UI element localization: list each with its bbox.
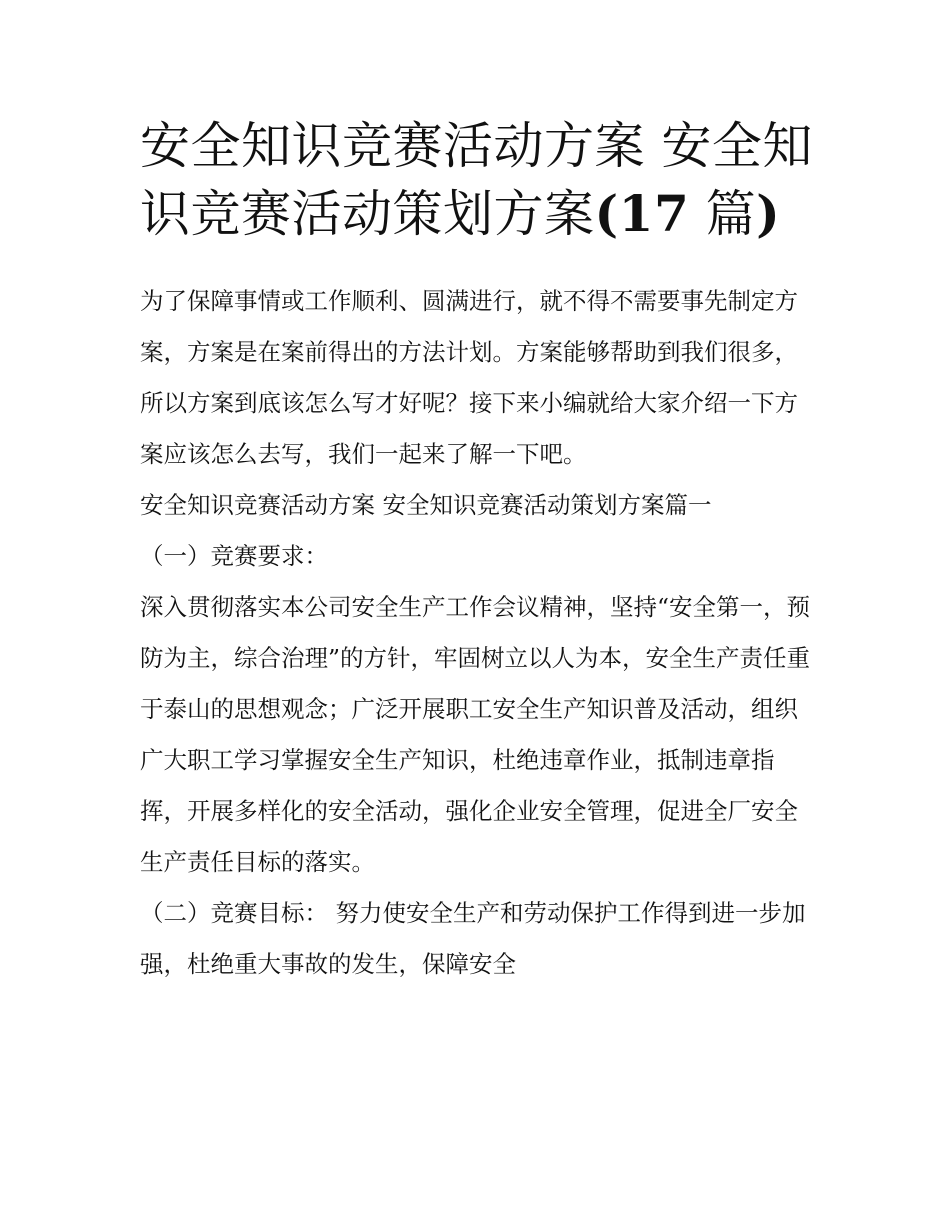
title-close-paren: ) xyxy=(756,184,781,243)
title-count: (17 xyxy=(594,184,690,243)
item1-body: 深入贯彻落实本公司安全生产工作会议精神，坚持“安全第一，预防为主，综合治理”的方针，牢固树立以人为本，安全生产责任重于泰山的思想观念；广泛开展职工安全生产知识普及活动，组织广大职工学习掌握安全生产知识，杜绝违章作业，抵制违章指挥，开展多样化的安全活动，强化企业安全管理，促进全厂安全生产责任目标的落实。 xyxy=(140,593,811,876)
title-unit: 篇 xyxy=(689,185,757,243)
section-title: 安全知识竞赛活动方案 安全知识竞赛活动策划方案篇一 xyxy=(140,491,712,519)
item2-paragraph: （二）竞赛目标： 努力使安全生产和劳动保护工作得到进一步加强，杜绝重大事故的发生，保障安全 xyxy=(140,899,806,978)
item1-heading: （一）竞赛要求： xyxy=(140,542,328,570)
document-title xyxy=(140,112,820,248)
document-page xyxy=(140,112,820,990)
title-text: 安全知识竞赛活动方案 安全知识竞赛活动策划方案 xyxy=(140,117,813,243)
intro-paragraph: 为了保障事情或工作顺利、圆满进行，就不得不需要事先制定方案，方案是在案前得出的方法计划。方案能够帮助到我们很多，所以方案到底该怎么写才好呢？接下来小编就给大家介绍一下方案应该怎么去写，我们一起来了解一下吧。 xyxy=(140,287,798,468)
